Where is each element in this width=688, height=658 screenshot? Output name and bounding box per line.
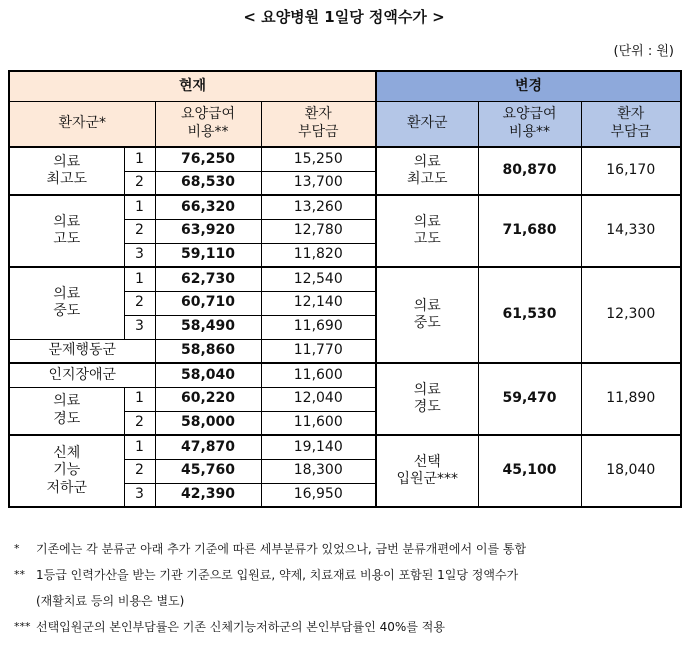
- header-cost-current: 요양급여 비용**: [155, 101, 261, 147]
- new-cost-cell: 71,680: [478, 195, 581, 267]
- burden-cell: 13,700: [261, 171, 376, 195]
- burden-cell: 12,540: [261, 267, 376, 291]
- header-current: 현재: [9, 71, 376, 101]
- footnote-2-continuation: (재활치료 등의 비용은 별도): [36, 594, 185, 608]
- footnotes: [14, 536, 682, 640]
- grade-cell: 3: [124, 315, 155, 339]
- cost-cell: 59,110: [155, 243, 261, 267]
- footnote-text: 1등급 인력가산을 받는 기관 기준으로 입원료, 약제, 치료재료 비용이 포함된 1일당 정액수가: [36, 568, 519, 582]
- header-patient-group-new: 환자군: [376, 101, 478, 147]
- header-row-2: [9, 101, 681, 147]
- burden-cell: 11,690: [261, 315, 376, 339]
- grade-cell: 1: [124, 387, 155, 411]
- fee-table: [8, 70, 682, 508]
- burden-cell: 12,040: [261, 387, 376, 411]
- grade-cell: 2: [124, 171, 155, 195]
- footnote-text: 선택입원군의 본인부담률은 기존 신체기능저하군의 본인부담률인 40%를 적용: [36, 620, 445, 634]
- header-cost-new: 요양급여 비용**: [478, 101, 581, 147]
- burden-cell: 18,300: [261, 459, 376, 483]
- cost-cell: 63,920: [155, 219, 261, 243]
- burden-cell: 12,780: [261, 219, 376, 243]
- footnote-mark: *: [14, 542, 20, 555]
- footnote-mark: ***: [14, 620, 31, 633]
- table-row: [9, 435, 681, 459]
- grade-cell: 1: [124, 147, 155, 171]
- new-cost-cell: 61,530: [478, 267, 581, 363]
- new-burden-cell: 18,040: [581, 435, 681, 507]
- cost-cell: 58,040: [155, 363, 261, 387]
- new-cost-cell: 45,100: [478, 435, 581, 507]
- cost-cell: 47,870: [155, 435, 261, 459]
- new-group-medical-highest: 의료 최고도: [376, 147, 478, 195]
- grade-cell: 2: [124, 459, 155, 483]
- grade-cell: 1: [124, 267, 155, 291]
- cost-cell: 42,390: [155, 483, 261, 507]
- header-changed: 변경: [376, 71, 681, 101]
- cost-cell: 58,000: [155, 411, 261, 435]
- header-burden-new: 환자 부담금: [581, 101, 681, 147]
- cost-cell: 68,530: [155, 171, 261, 195]
- new-cost-cell: 80,870: [478, 147, 581, 195]
- group-cognitive-impairment: 인지장애군: [9, 363, 155, 387]
- cost-cell: 76,250: [155, 147, 261, 171]
- table-row: [9, 147, 681, 171]
- burden-cell: 12,140: [261, 291, 376, 315]
- new-burden-cell: 14,330: [581, 195, 681, 267]
- cost-cell: 58,490: [155, 315, 261, 339]
- burden-cell: 11,600: [261, 411, 376, 435]
- cost-cell: 62,730: [155, 267, 261, 291]
- group-medical-high: 의료 고도: [9, 195, 124, 267]
- unit-label: (단위 : 원): [613, 44, 674, 59]
- grade-cell: 1: [124, 435, 155, 459]
- burden-cell: 11,770: [261, 339, 376, 363]
- new-burden-cell: 12,300: [581, 267, 681, 363]
- burden-cell: 13,260: [261, 195, 376, 219]
- burden-cell: 11,600: [261, 363, 376, 387]
- header-burden-current: 환자 부담금: [261, 101, 376, 147]
- footnote-3: [14, 614, 682, 640]
- footnote-1: [14, 536, 682, 562]
- grade-cell: 2: [124, 411, 155, 435]
- cost-cell: 45,760: [155, 459, 261, 483]
- group-behavior-problem: 문제행동군: [9, 339, 155, 363]
- table-row: [9, 267, 681, 291]
- cost-cell: 58,860: [155, 339, 261, 363]
- table-row: [9, 195, 681, 219]
- burden-cell: 16,950: [261, 483, 376, 507]
- new-group-selective-admission: 선택 입원군***: [376, 435, 478, 507]
- burden-cell: 19,140: [261, 435, 376, 459]
- cost-cell: 60,710: [155, 291, 261, 315]
- footnote-text: 기존에는 각 분류군 아래 추가 기준에 따른 세부분류가 있었으나, 금번 분류개편에서 이를 통합: [36, 542, 527, 556]
- cost-cell: 66,320: [155, 195, 261, 219]
- new-cost-cell: 59,470: [478, 363, 581, 435]
- new-group-medical-mid: 의료 중도: [376, 267, 478, 363]
- grade-cell: 1: [124, 195, 155, 219]
- footnote-mark: **: [14, 568, 25, 581]
- new-burden-cell: 11,890: [581, 363, 681, 435]
- new-group-medical-low: 의료 경도: [376, 363, 478, 435]
- group-physical-decline: 신체 기능 저하군: [9, 435, 124, 507]
- burden-cell: 15,250: [261, 147, 376, 171]
- grade-cell: 2: [124, 291, 155, 315]
- table-row: [9, 363, 681, 387]
- header-patient-group-current: 환자군*: [9, 101, 155, 147]
- grade-cell: 2: [124, 219, 155, 243]
- table-title: < 요양병원 1일당 정액수가 >: [243, 8, 445, 26]
- grade-cell: 3: [124, 243, 155, 267]
- footnote-2: [14, 562, 682, 588]
- burden-cell: 11,820: [261, 243, 376, 267]
- header-row-1: [9, 71, 681, 101]
- new-group-medical-high: 의료 고도: [376, 195, 478, 267]
- grade-cell: 3: [124, 483, 155, 507]
- group-medical-highest: 의료 최고도: [9, 147, 124, 195]
- group-medical-mid: 의료 중도: [9, 267, 124, 339]
- cost-cell: 60,220: [155, 387, 261, 411]
- group-medical-low: 의료 경도: [9, 387, 124, 435]
- new-burden-cell: 16,170: [581, 147, 681, 195]
